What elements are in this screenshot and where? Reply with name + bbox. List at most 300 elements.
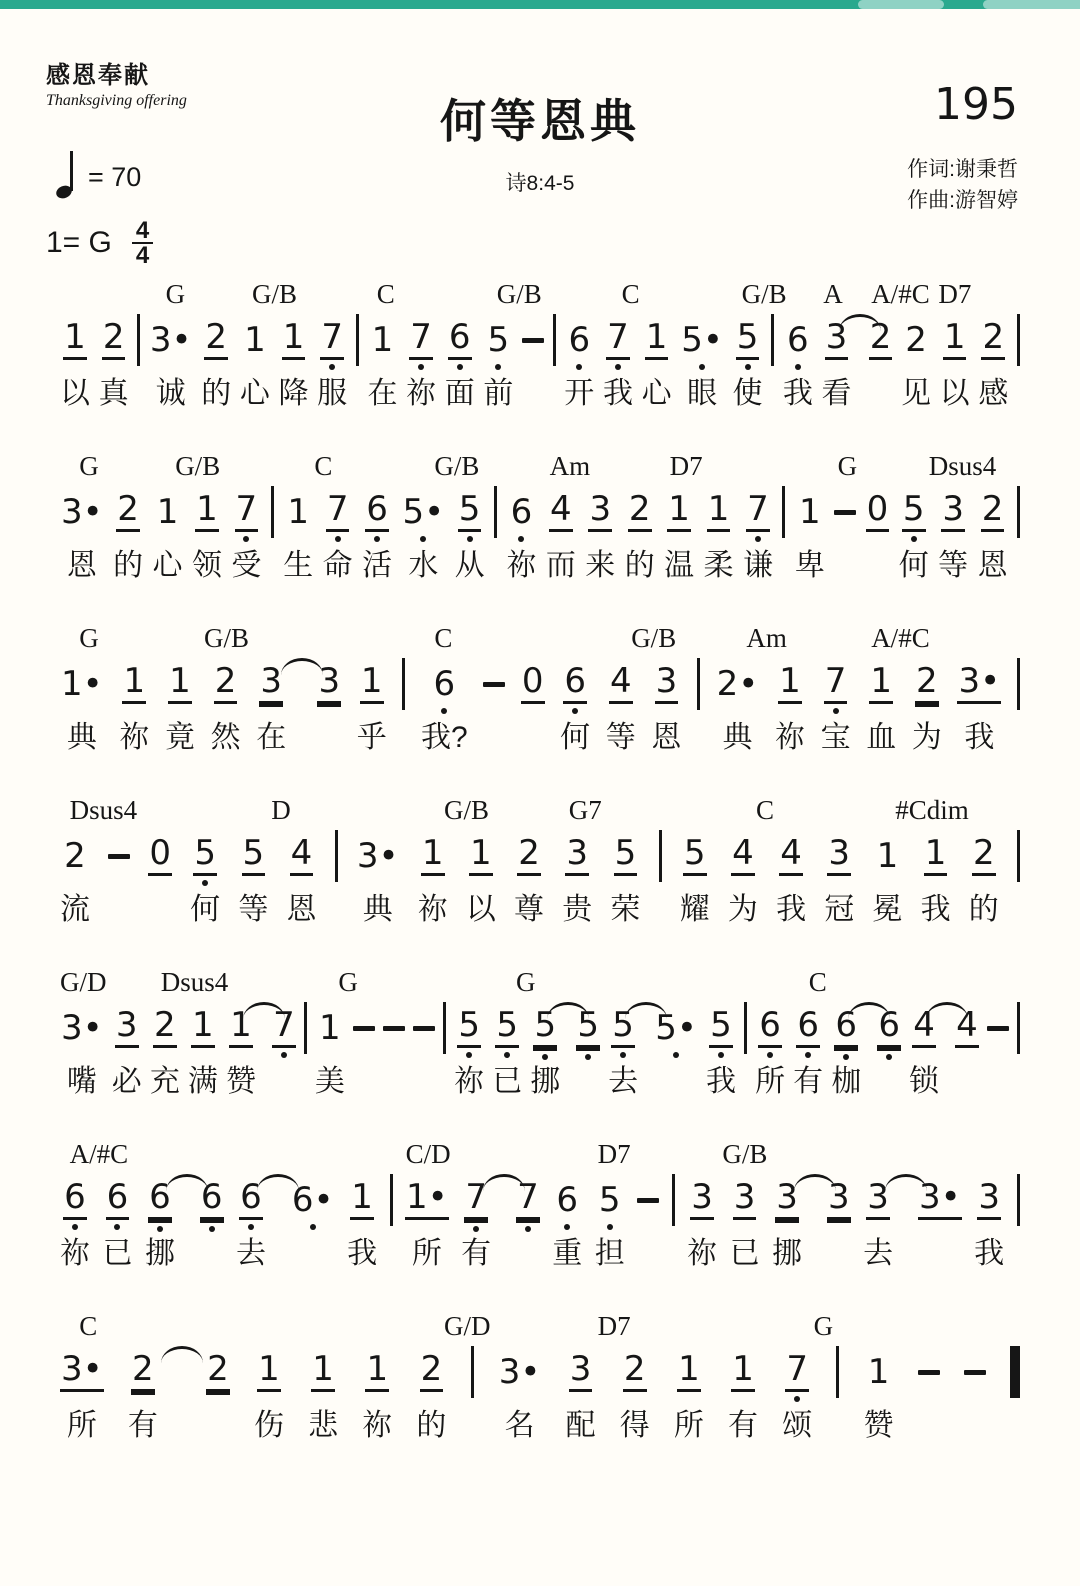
barline	[744, 1002, 747, 1054]
note-column	[347, 1170, 377, 1280]
note-column	[560, 654, 590, 764]
lyric-syllable: 枷	[831, 1065, 862, 1098]
note-cell	[827, 826, 851, 886]
note-cell	[758, 998, 782, 1058]
note-cell	[457, 998, 481, 1058]
note-column	[357, 654, 387, 764]
note-cell	[771, 310, 774, 370]
chord-label: Dsus4	[160, 967, 229, 997]
lyric-syllable: 嘴	[66, 1065, 97, 1098]
note-value: 2	[102, 320, 126, 360]
note-column	[869, 310, 893, 420]
note-cell	[707, 482, 731, 542]
note-value: 6	[63, 1180, 87, 1220]
note-column	[782, 1342, 812, 1452]
music-system	[60, 966, 1020, 1138]
note-cell	[464, 1170, 488, 1230]
note-value: 1	[365, 1352, 389, 1392]
note-column	[564, 310, 594, 420]
note-column	[291, 1170, 335, 1280]
note-value: 1	[867, 1352, 890, 1392]
note-value: 2	[116, 492, 140, 532]
note-cell	[744, 998, 747, 1058]
rest-dash-column	[353, 998, 375, 1108]
note-value: 3•	[918, 1180, 962, 1220]
note-cell	[588, 482, 612, 542]
music-system	[60, 1138, 1020, 1310]
note-cell	[413, 998, 435, 1058]
composer-credit: 作曲:游智婷	[907, 189, 1018, 212]
barline	[335, 830, 338, 882]
note-column	[315, 998, 345, 1108]
staff-row	[60, 826, 1020, 936]
lyric-syllable: 我	[974, 1237, 1005, 1270]
note-value: 7	[320, 320, 344, 360]
lyric-syllable: 柔	[703, 549, 734, 582]
lyric-syllable: 已	[729, 1237, 760, 1270]
note-value: 1	[360, 664, 384, 704]
note-cell	[565, 826, 589, 886]
note-cell	[553, 310, 556, 370]
note-cell	[149, 310, 193, 370]
barline-column	[1017, 482, 1020, 592]
note-column	[240, 310, 270, 420]
note-value: 3	[259, 664, 283, 704]
lyric-syllable: 所	[411, 1237, 442, 1270]
lyric-syllable: 典	[66, 721, 97, 754]
note-column	[864, 1342, 894, 1452]
note-column	[279, 310, 309, 420]
note-cell	[637, 1170, 659, 1230]
note-value: 6	[877, 1008, 901, 1048]
note-column	[821, 654, 851, 764]
sustain-dash	[522, 338, 544, 343]
barline	[1017, 658, 1020, 710]
note-value: 1	[350, 1180, 374, 1220]
note-cell	[448, 310, 472, 370]
note-cell	[487, 310, 511, 370]
lyric-syllable: 赞	[863, 1409, 894, 1442]
note-value: 5•	[681, 320, 723, 360]
lyric-syllable: 我	[705, 1065, 736, 1098]
note-cell	[977, 1170, 1001, 1230]
note-value: 7	[606, 320, 630, 360]
chord-label: A	[823, 279, 843, 309]
lyric-syllable: 生	[283, 549, 314, 582]
note-cell	[365, 482, 389, 542]
note-cell	[498, 1342, 542, 1402]
note-value: 1	[122, 664, 146, 704]
lyric-syllable: 我	[776, 893, 807, 926]
note-value: 6	[834, 1008, 858, 1048]
lyric-syllable: 我?	[420, 721, 468, 754]
lyric-syllable: 挪	[144, 1237, 175, 1270]
note-column	[454, 998, 484, 1108]
scripture-reference: 诗8:4-5	[505, 172, 575, 195]
lyric-syllable: 领	[191, 549, 222, 582]
note-column	[238, 826, 268, 936]
note-cell	[672, 1170, 675, 1230]
note-column	[775, 654, 805, 764]
lyric-syllable: 配	[565, 1409, 596, 1442]
note-cell	[521, 654, 545, 714]
sustain-dash	[987, 1026, 1009, 1031]
chord-label: A/#C	[69, 1139, 129, 1169]
barline	[697, 658, 700, 710]
barline	[137, 314, 140, 366]
music-system	[60, 794, 1020, 966]
note-cell	[731, 826, 755, 886]
note-cell	[709, 998, 733, 1058]
lyric-syllable: 荣	[610, 893, 641, 926]
chord-label: G/B	[252, 279, 298, 309]
note-value: 6	[563, 664, 587, 704]
note-value: 3	[941, 492, 965, 532]
rest-dash-column	[987, 998, 1009, 1108]
note-value: 6	[106, 1180, 130, 1220]
note-cell	[60, 482, 104, 542]
note-column	[872, 826, 902, 936]
lyric-syllable: 的	[416, 1409, 447, 1442]
note-value: 6	[758, 1008, 782, 1048]
note-cell	[326, 482, 350, 542]
note-cell	[317, 654, 341, 714]
lyric-syllable: 所	[673, 1409, 704, 1442]
barline-column	[1017, 1170, 1020, 1280]
note-column	[585, 482, 615, 592]
lyric-syllable: 祢	[406, 377, 437, 410]
note-value: 3	[827, 836, 851, 876]
note-value: 2	[153, 1008, 177, 1048]
chord-row	[60, 1138, 1020, 1170]
note-value: 0	[148, 836, 172, 876]
note-column	[60, 1170, 90, 1280]
note-column	[955, 998, 979, 1108]
note-value: 1	[257, 1352, 281, 1392]
barline-column	[771, 310, 774, 420]
note-column	[201, 310, 231, 420]
note-cell	[869, 310, 893, 370]
chord-label: C	[621, 279, 640, 309]
lyric-syllable: 开	[564, 377, 595, 410]
note-value: 7	[235, 492, 259, 532]
note-value: 2	[204, 320, 228, 360]
note-column	[728, 1342, 758, 1452]
sustain-dash	[413, 1026, 435, 1031]
note-value: 5	[242, 836, 266, 876]
note-cell	[834, 482, 856, 542]
note-cell	[257, 1342, 281, 1402]
rest-dash-column	[108, 826, 130, 936]
lyric-syllable: 命	[322, 549, 353, 582]
chord-label: A/#C	[871, 279, 930, 309]
lyric-syllable: 为	[911, 721, 942, 754]
barline-column	[1017, 310, 1020, 420]
rest-dash-column	[413, 998, 435, 1108]
note-value: 7	[824, 664, 848, 704]
note-cell	[242, 826, 266, 886]
note-column	[674, 1342, 704, 1452]
final-barline	[1010, 1346, 1020, 1398]
note-cell	[955, 998, 979, 1058]
chord-label: G	[813, 1311, 834, 1341]
chord-label: D	[271, 795, 291, 825]
note-cell	[290, 826, 314, 886]
note-column	[595, 1170, 625, 1280]
sustain-dash	[637, 1198, 659, 1203]
barline	[304, 1002, 307, 1054]
staff-row	[60, 482, 1020, 592]
note-value: 1	[707, 492, 731, 532]
note-value: 7	[746, 492, 770, 532]
chord-label: G	[516, 967, 536, 997]
note-column	[743, 482, 773, 592]
note-value: 1	[645, 320, 669, 360]
lyric-syllable: 血	[866, 721, 897, 754]
note-value: 4	[912, 1008, 936, 1048]
note-value: 1	[924, 836, 948, 876]
note-column	[603, 310, 633, 420]
lyric-syllable: 有	[728, 1409, 759, 1442]
lyric-syllable: 美	[314, 1065, 345, 1098]
sustain-dash	[964, 1370, 986, 1375]
note-value: 3	[977, 1180, 1001, 1220]
note-column	[190, 826, 220, 936]
note-cell	[736, 310, 760, 370]
staff-row	[60, 998, 1020, 1108]
note-cell	[286, 482, 310, 542]
note-cell	[563, 654, 587, 714]
note-cell	[494, 482, 497, 542]
chord-label: Dsus4	[928, 451, 997, 481]
lyric-syllable: 见	[901, 377, 932, 410]
barline-column	[672, 1170, 675, 1280]
lyric-syllable: 担	[594, 1237, 625, 1270]
chord-label: C/D	[405, 1139, 451, 1169]
note-value: 6	[200, 1180, 224, 1220]
note-value: 6•	[291, 1180, 334, 1220]
note-cell	[402, 654, 405, 714]
note-column	[755, 998, 785, 1108]
lyric-syllable: 温	[664, 549, 695, 582]
note-column	[149, 310, 193, 420]
note-value: 1	[156, 492, 179, 532]
note-value: 1	[798, 492, 821, 532]
staff-row	[60, 1342, 1020, 1452]
note-cell	[60, 998, 104, 1058]
note-column	[901, 310, 931, 420]
lyric-syllable: 典	[722, 721, 753, 754]
note-column	[776, 826, 806, 936]
note-value: 2•	[716, 664, 759, 704]
lyric-syllable: 活	[362, 549, 393, 582]
note-column	[687, 1170, 717, 1280]
note-column	[283, 482, 313, 592]
note-cell	[659, 826, 662, 886]
lyric-syllable: 使	[732, 377, 763, 410]
note-cell	[1017, 310, 1020, 370]
note-column	[642, 310, 672, 420]
chord-label: G/B	[741, 279, 787, 309]
note-column	[323, 482, 353, 592]
lyric-syllable: 祢	[774, 721, 805, 754]
note-column	[521, 654, 545, 764]
chord-row	[60, 278, 1020, 310]
note-value: 4	[955, 1008, 979, 1048]
note-value: 1	[191, 1008, 215, 1048]
note-column	[492, 998, 522, 1108]
note-cell	[836, 1342, 839, 1402]
note-column	[60, 654, 104, 764]
note-column	[877, 998, 901, 1108]
note-cell	[555, 1170, 579, 1230]
note-cell	[390, 1170, 393, 1230]
note-cell	[981, 310, 1005, 370]
lyric-syllable: 伤	[253, 1409, 284, 1442]
barline-column	[494, 482, 497, 592]
note-cell	[335, 826, 338, 886]
lyric-syllable: 在	[256, 721, 287, 754]
note-cell	[697, 654, 700, 714]
note-column	[620, 1342, 650, 1452]
note-value: 2	[869, 320, 893, 360]
barline	[390, 1174, 393, 1226]
lyric-syllable: 有	[461, 1237, 492, 1270]
note-cell	[401, 482, 445, 542]
top-bar-segment	[858, 0, 944, 9]
note-column	[506, 482, 536, 592]
chord-label: G	[837, 451, 858, 481]
chord-row	[60, 1310, 1020, 1342]
note-column	[566, 1342, 596, 1452]
note-column	[546, 482, 576, 592]
barline-column	[356, 310, 359, 420]
lyric-syllable: 所	[755, 1065, 786, 1098]
note-value: 4	[731, 836, 755, 876]
note-cell	[782, 482, 785, 542]
note-value: 2	[517, 836, 541, 876]
note-cell	[1017, 826, 1020, 886]
note-value: 4	[779, 836, 803, 876]
barline-column	[335, 826, 338, 936]
note-column	[99, 310, 129, 420]
note-column	[912, 654, 942, 764]
chord-label: G/D	[60, 967, 107, 997]
note-value: 5	[709, 1008, 733, 1048]
note-column	[401, 482, 445, 592]
note-cell	[867, 1342, 891, 1402]
note-cell	[918, 1342, 940, 1402]
chord-label: D7	[597, 1139, 631, 1169]
note-cell	[356, 310, 359, 370]
chord-row	[60, 794, 1020, 826]
lyric-syllable: 祢	[506, 549, 537, 582]
meter-bottom: 4	[132, 242, 153, 267]
note-cell	[645, 310, 669, 370]
note-column	[654, 998, 698, 1108]
lyric-syllable: 祢	[687, 1237, 718, 1270]
chord-label: C	[756, 795, 775, 825]
lyric-syllable: 已	[102, 1237, 133, 1270]
note-value: 0	[866, 492, 890, 532]
note-cell	[941, 482, 965, 542]
barline	[659, 830, 662, 882]
chord-label: A/#C	[871, 623, 930, 653]
note-column	[978, 482, 1008, 592]
chord-label: G	[79, 623, 99, 653]
note-column	[664, 482, 694, 592]
barline	[1017, 314, 1020, 366]
song-number: 195	[934, 79, 1018, 130]
note-column	[455, 482, 485, 592]
note-column	[362, 1342, 392, 1452]
note-column	[192, 482, 222, 592]
note-cell	[1017, 998, 1020, 1058]
note-value: 1	[319, 1008, 341, 1048]
note-cell	[320, 310, 344, 370]
note-value: 5	[614, 836, 638, 876]
note-column	[188, 998, 218, 1108]
lyric-syllable: 看	[821, 377, 852, 410]
note-column	[824, 826, 854, 936]
page-header	[0, 9, 1080, 279]
note-cell	[609, 654, 633, 714]
note-column	[211, 654, 241, 764]
barline	[1017, 830, 1020, 882]
sustain-dash	[108, 854, 130, 859]
barline	[402, 658, 405, 710]
lyric-syllable: 挪	[530, 1065, 561, 1098]
note-cell	[383, 998, 405, 1058]
chord-label: C	[314, 451, 333, 481]
rest-dash-column	[522, 310, 544, 420]
lyric-syllable: 以	[465, 893, 496, 926]
note-value: 5	[598, 1180, 621, 1220]
chord-label: G/B	[175, 451, 221, 481]
note-cell	[239, 1170, 263, 1230]
key-value: 1= G	[46, 226, 112, 259]
note-column	[576, 998, 600, 1108]
note-value: 5•	[402, 492, 445, 532]
lyric-syllable: 等	[938, 549, 969, 582]
lyric-syllable: 水	[408, 549, 439, 582]
note-value: 3	[588, 492, 612, 532]
lyric-syllable: 谦	[742, 549, 773, 582]
note-cell	[432, 654, 456, 714]
note-column	[706, 998, 736, 1108]
note-value: 1	[731, 1352, 755, 1392]
note-cell	[495, 998, 519, 1058]
chord-label: G/B	[631, 623, 677, 653]
note-value: 6	[239, 1180, 263, 1220]
note-cell	[786, 310, 810, 370]
note-cell	[981, 482, 1005, 542]
note-value: 3•	[60, 1352, 104, 1392]
note-column	[921, 826, 951, 936]
note-value: 2	[420, 1352, 444, 1392]
rest-dash-column	[383, 998, 405, 1108]
note-cell	[259, 654, 283, 714]
note-value: 1	[63, 320, 87, 360]
note-value: 1•	[61, 664, 103, 704]
lyric-syllable: 我	[602, 377, 633, 410]
barline	[271, 486, 274, 538]
note-cell	[667, 482, 691, 542]
note-cell	[282, 310, 306, 370]
note-column	[969, 826, 999, 936]
lyric-syllable: 为	[727, 893, 758, 926]
chord-label: C	[79, 1311, 98, 1341]
